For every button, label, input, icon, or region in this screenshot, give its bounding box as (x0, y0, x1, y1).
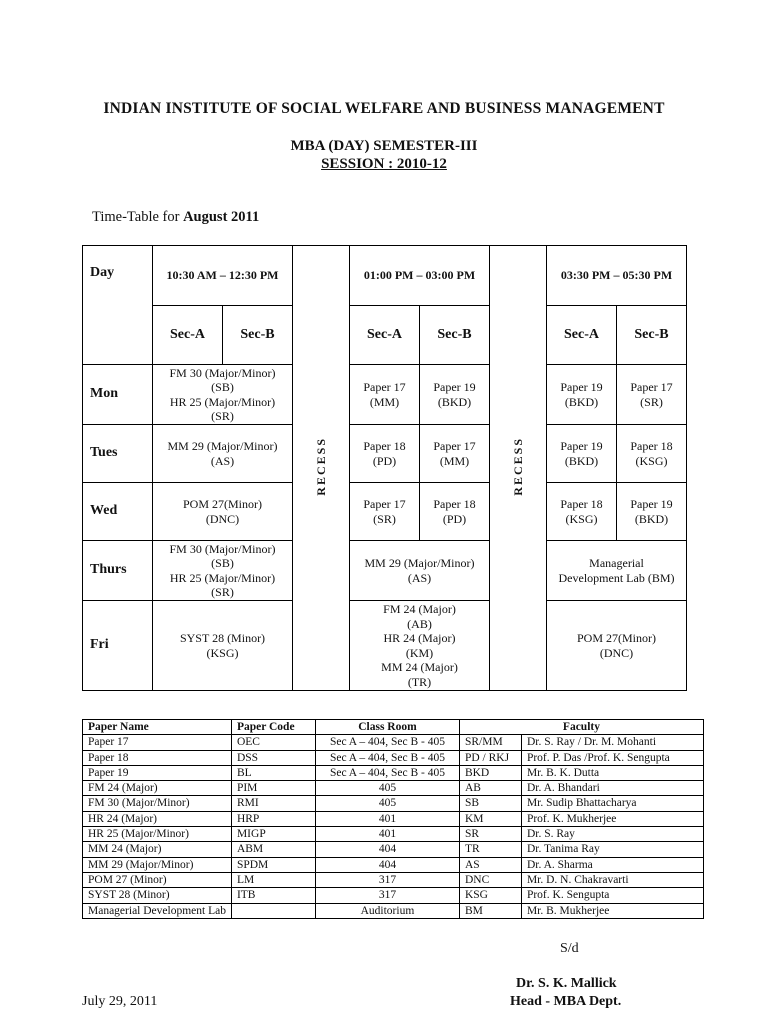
faculty-code-cell: DNC (459, 872, 521, 887)
cell-line: (BKD) (437, 394, 472, 409)
legend-row (83, 796, 704, 811)
legend-row (83, 765, 704, 780)
faculty-name-cell: Mr. B. Mukherjee (521, 903, 703, 918)
faculty-code-cell: PD / RKJ (459, 750, 521, 765)
sec-b-header-2: Sec-B (420, 306, 490, 365)
mon-slot1 (153, 365, 293, 425)
class-room-cell: 404 (315, 857, 459, 872)
cell-line: (BKD) (634, 511, 669, 526)
cell-line: (KM) (405, 645, 434, 660)
faculty-name-cell: Mr. B. K. Dutta (521, 765, 703, 780)
slot-header-1: 10:30 AM – 12:30 PM (153, 246, 293, 306)
legend-header: Class Room (315, 720, 459, 735)
cell-line: FM 30 (Major/Minor) (169, 541, 276, 556)
faculty-code-cell: SR/MM (459, 735, 521, 750)
wed-slot2-secb (420, 483, 490, 541)
wed-slot3-secb (617, 483, 687, 541)
faculty-name-cell: Prof. K. Sengupta (521, 888, 703, 903)
cell-line: (AS) (407, 570, 432, 585)
paper-name-cell: Paper 17 (83, 735, 232, 750)
paper-name-cell: MM 24 (Major) (83, 842, 232, 857)
cell-line: (KSG) (635, 453, 668, 468)
sec-b-header-1: Sec-B (223, 306, 293, 365)
sec-a-header-1: Sec-A (153, 306, 223, 365)
cell-line: MM 29 (Major/Minor) (167, 439, 278, 453)
legend-header: Paper Code (231, 720, 315, 735)
legend-row (83, 781, 704, 796)
day-mon: Mon (83, 365, 153, 425)
faculty-name-cell: Prof. K. Mukherjee (521, 811, 703, 826)
cell-line: HR 24 (Major) (383, 631, 456, 645)
document-date: July 29, 2011 (82, 994, 158, 1009)
cell-line: FM 24 (Major) (383, 602, 456, 616)
legend-table (82, 719, 704, 919)
cell-line: Paper 18 (363, 439, 406, 453)
cell-line: Development Lab (BM) (558, 570, 675, 585)
cell-line: Paper 17 (630, 380, 673, 394)
faculty-code-cell: KSG (459, 888, 521, 903)
paper-code-cell: LM (231, 872, 315, 887)
cell-line: Paper 19 (630, 497, 673, 511)
cell-line: Paper 17 (363, 380, 406, 394)
faculty-code-cell: AS (459, 857, 521, 872)
cell-line: Paper 18 (433, 497, 476, 511)
cell-line: (MM) (369, 394, 400, 409)
wed-slot2-seca (350, 483, 420, 541)
paper-name-cell: Managerial Development Lab (83, 903, 232, 918)
cell-line: MM 24 (Major) (381, 660, 458, 674)
timetable (82, 245, 687, 691)
cell-line: (BKD) (564, 394, 599, 409)
faculty-code-cell: TR (459, 842, 521, 857)
faculty-name-cell: Dr. A. Bhandari (521, 781, 703, 796)
cell-line: POM 27(Minor) (576, 631, 656, 645)
cell-line: (SR) (373, 511, 396, 526)
paper-name-cell: POM 27 (Minor) (83, 872, 232, 887)
legend-header-row (83, 720, 704, 735)
class-room-cell: 404 (315, 842, 459, 857)
recess-label-1: RECESS (313, 436, 328, 496)
paper-name-cell: FM 24 (Major) (83, 781, 232, 796)
cell-line: (MM) (439, 453, 470, 468)
program-title: MBA (DAY) SEMESTER-III (290, 138, 478, 154)
faculty-code-cell: BM (459, 903, 521, 918)
faculty-name-cell: Dr. Tanima Ray (521, 842, 703, 857)
day-tues: Tues (83, 425, 153, 483)
recess-column-2 (490, 246, 547, 691)
tues-slot2-secb (420, 425, 490, 483)
paper-code-cell: MIGP (231, 827, 315, 842)
legend-row (83, 903, 704, 918)
cell-line: (SR) (211, 585, 234, 599)
mon-slot1-line: (SB) (211, 380, 234, 394)
cell-line: (BKD) (564, 453, 599, 468)
legend-row (83, 872, 704, 887)
signatory-title: Head - MBA Dept. (510, 994, 622, 1009)
cell-line: (PD) (372, 453, 397, 468)
tues-slot2-seca (350, 425, 420, 483)
cell-line: (TR) (407, 674, 432, 689)
class-room-cell: 317 (315, 872, 459, 887)
faculty-code-cell: BKD (459, 765, 521, 780)
session-title: SESSION : 2010-12 (321, 156, 447, 172)
cell-line: Managerial (589, 556, 644, 570)
cell-line: (SB) (211, 556, 234, 570)
paper-code-cell: OEC (231, 735, 315, 750)
day-thurs: Thurs (83, 541, 153, 601)
mon-slot2-secb (420, 365, 490, 425)
cell-line: Paper 19 (560, 439, 603, 453)
faculty-name-cell: Prof. P. Das /Prof. K. Sengupta (521, 750, 703, 765)
faculty-name-cell: Mr. Sudip Bhattacharya (521, 796, 703, 811)
recess-label-2: RECESS (510, 436, 525, 496)
institute-title: INDIAN INSTITUTE OF SOCIAL WELFARE AND BUSINESS MANAGEMENT (103, 100, 665, 117)
paper-code-cell: ITB (231, 888, 315, 903)
faculty-code-cell: AB (459, 781, 521, 796)
legend-row (83, 888, 704, 903)
sec-a-header-2: Sec-A (350, 306, 420, 365)
paper-code-cell: DSS (231, 750, 315, 765)
faculty-name-cell: Dr. S. Ray (521, 827, 703, 842)
legend-row (83, 827, 704, 842)
faculty-code-cell: KM (459, 811, 521, 826)
paper-code-cell (231, 903, 315, 918)
mon-slot2-seca (350, 365, 420, 425)
fri-slot2 (350, 601, 490, 691)
mon-slot3-seca (547, 365, 617, 425)
thurs-slot2 (350, 541, 490, 601)
paper-name-cell: MM 29 (Major/Minor) (83, 857, 232, 872)
signatory-name: Dr. S. K. Mallick (516, 976, 617, 991)
wed-slot1 (153, 483, 293, 541)
thurs-slot1 (153, 541, 293, 601)
paper-code-cell: HRP (231, 811, 315, 826)
faculty-name-cell: Dr. S. Ray / Dr. M. Mohanti (521, 735, 703, 750)
thurs-slot3 (547, 541, 687, 601)
paper-name-cell: SYST 28 (Minor) (83, 888, 232, 903)
mon-slot3-secb (617, 365, 687, 425)
cell-line: (KSG) (565, 511, 598, 526)
cell-line: Paper 19 (560, 380, 603, 394)
faculty-name-cell: Mr. D. N. Chakravarti (521, 872, 703, 887)
cell-line: HR 25 (Major/Minor) (169, 570, 276, 585)
paper-name-cell: HR 24 (Major) (83, 811, 232, 826)
cell-line: (AS) (210, 453, 235, 468)
paper-name-cell: Paper 19 (83, 765, 232, 780)
tues-slot3-secb (617, 425, 687, 483)
fri-slot3 (547, 601, 687, 691)
class-room-cell: 405 (315, 796, 459, 811)
class-room-cell: 401 (315, 827, 459, 842)
paper-code-cell: RMI (231, 796, 315, 811)
mon-slot1-line: HR 25 (Major/Minor) (169, 394, 276, 409)
day-wed: Wed (83, 483, 153, 541)
paper-code-cell: SPDM (231, 857, 315, 872)
legend-header: Faculty (459, 720, 703, 735)
caption-prefix: Time-Table for (92, 209, 184, 225)
legend-row (83, 842, 704, 857)
sec-b-header-3: Sec-B (617, 306, 687, 365)
class-room-cell: Sec A – 404, Sec B - 405 (315, 750, 459, 765)
cell-line: Paper 18 (630, 439, 673, 453)
faculty-name-cell: Dr. A. Sharma (521, 857, 703, 872)
paper-code-cell: ABM (231, 842, 315, 857)
legend-row (83, 735, 704, 750)
cell-line: (DNC) (205, 511, 240, 526)
class-room-cell: Sec A – 404, Sec B - 405 (315, 735, 459, 750)
cell-line: (AB) (407, 616, 432, 631)
cell-line: POM 27(Minor) (182, 497, 262, 511)
caption-month: August 2011 (183, 209, 260, 225)
faculty-code-cell: SR (459, 827, 521, 842)
mon-slot1-line: (SR) (211, 409, 234, 423)
paper-name-cell: Paper 18 (83, 750, 232, 765)
recess-column-1 (293, 246, 350, 691)
paper-code-cell: PIM (231, 781, 315, 796)
class-room-cell: 405 (315, 781, 459, 796)
legend-row (83, 811, 704, 826)
paper-name-cell: HR 25 (Major/Minor) (83, 827, 232, 842)
fri-slot1 (153, 601, 293, 691)
cell-line: (PD) (442, 511, 467, 526)
slot-header-3: 03:30 PM – 05:30 PM (547, 246, 687, 306)
day-header: Day (83, 246, 153, 365)
legend-header: Paper Name (83, 720, 232, 735)
class-room-cell: 317 (315, 888, 459, 903)
legend-row (83, 750, 704, 765)
cell-line: (KSG) (206, 645, 239, 660)
cell-line: Paper 17 (363, 497, 406, 511)
cell-line: Paper 18 (560, 497, 603, 511)
cell-line: SYST 28 (Minor) (179, 631, 266, 645)
paper-name-cell: FM 30 (Major/Minor) (83, 796, 232, 811)
class-room-cell: Auditorium (315, 903, 459, 918)
paper-code-cell: BL (231, 765, 315, 780)
cell-line: MM 29 (Major/Minor) (364, 556, 475, 570)
class-room-cell: 401 (315, 811, 459, 826)
class-room-cell: Sec A – 404, Sec B - 405 (315, 765, 459, 780)
mon-slot1-line: FM 30 (Major/Minor) (169, 365, 276, 380)
cell-line: Paper 19 (433, 380, 476, 394)
cell-line: (SR) (640, 394, 663, 409)
cell-line: Paper 17 (433, 439, 476, 453)
legend-row (83, 857, 704, 872)
faculty-code-cell: SB (459, 796, 521, 811)
signed-mark: S/d (560, 941, 579, 956)
sec-a-header-3: Sec-A (547, 306, 617, 365)
tues-slot1 (153, 425, 293, 483)
timetable-caption (92, 209, 259, 226)
wed-slot3-seca (547, 483, 617, 541)
cell-line: (DNC) (599, 645, 634, 660)
day-fri: Fri (83, 601, 153, 691)
tues-slot3-seca (547, 425, 617, 483)
slot-header-2: 01:00 PM – 03:00 PM (350, 246, 490, 306)
